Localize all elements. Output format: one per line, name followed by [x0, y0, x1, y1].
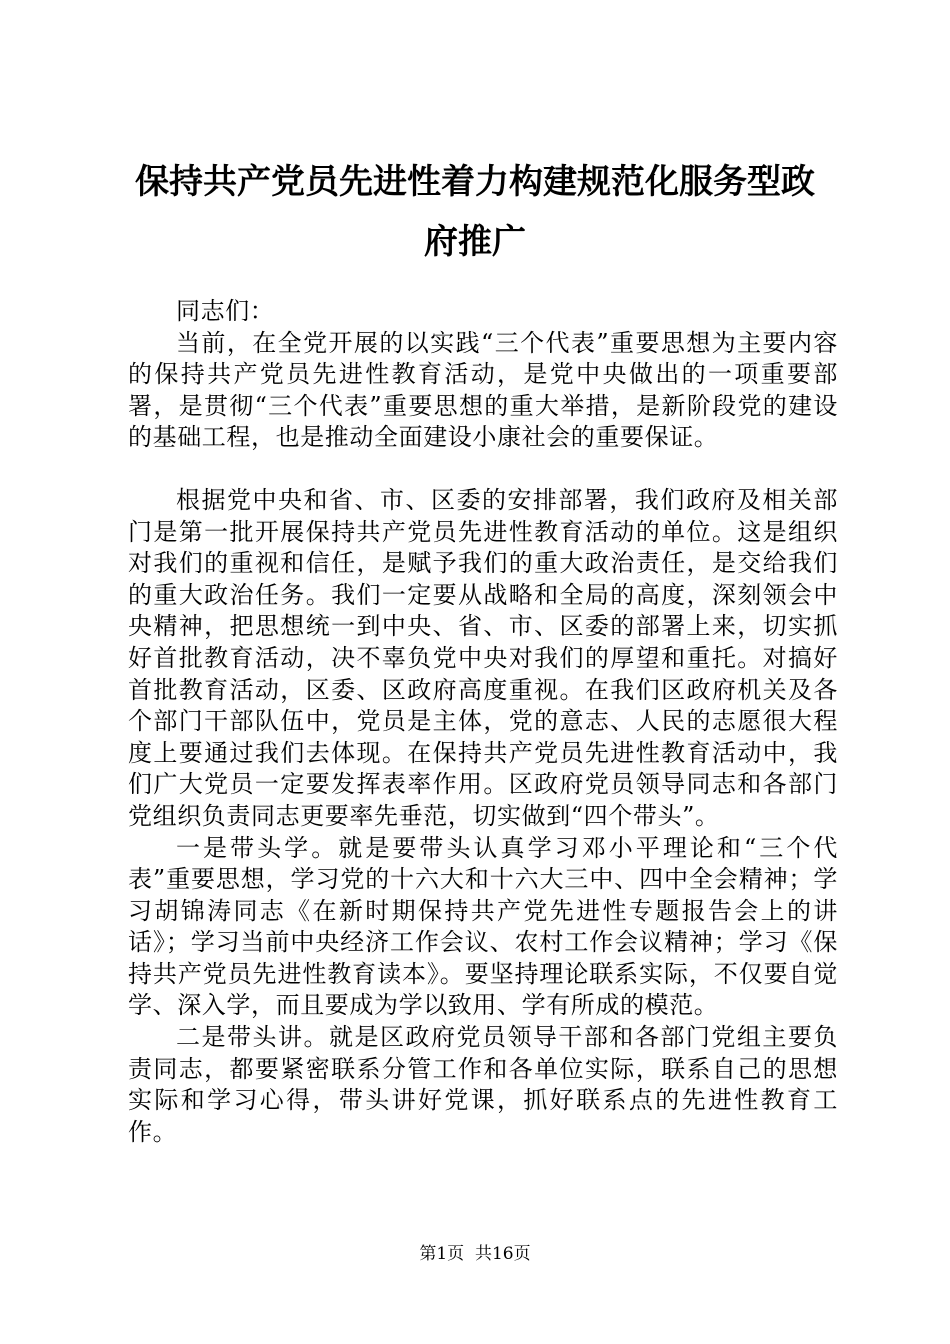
document-body [128, 296, 838, 1148]
salutation: 同志们： [176, 297, 275, 325]
page-number-footer: 第1页 共16页 [419, 1244, 531, 1264]
document-title-line-2: 府推广 [424, 222, 526, 262]
paragraph: 当前，在全党开展的以实践“三个代表”重要思想为主要内容的保持共产党员先进性教育活动，是党中央做出的一项重要部署，是贯彻“三个代表”重要思想的重大举措，是新阶段党的建设的基础工程，也是推动全面建设小康社会的重要保证。 [128, 328, 838, 452]
paragraph: 二是带头讲。就是区政府党员领导干部和各部门党组主要负责同志，都要紧密联系分管工作和各单位实际，联系自己的思想实际和学习心得，带头讲好党课，抓好联系点的先进性教育工作。 [128, 1023, 838, 1146]
paragraph: 一是带头学。就是要带头认真学习邓小平理论和“三个代表”重要思想，学习党的十六大和十六大三中、四中全会精神；学习胡锦涛同志《在新时期保持共产党先进性专题报告会上的讲话》；学习当前中央经济工作会议、农村工作会议精神；学习《保持共产党员先进性教育读本》。要坚持理论联系实际，不仅要自觉学、深入学，而且要成为学以致用、学有所成的模范。 [128, 833, 838, 1020]
paragraph: 根据党中央和省、市、区委的安排部署，我们政府及相关部门是第一批开展保持共产党员先进性教育活动的单位。这是组织对我们的重视和信任，是赋予我们的重大政治责任，是交给我们的重大政治任务。我们一定要从战略和全局的高度，深刻领会中央精神，把思想统一到中央、省、市、区委的部署上来，切实抓好首批教育活动，决不辜负党中央对我们的厚望和重托。对搞好首批教育活动，区委、区政府高度重视。在我们区政府机关及各个部门干部队伍中，党员是主体，党的意志、人民的志愿很大程度上要通过我们去体现。在保持共产党员先进性教育活动中，我们广大党员一定要发挥表率作用。区政府党员领导同志和各部门党组织负责同志更要率先垂范，切实做到“四个带头”。 [128, 485, 838, 830]
document-title-line-1: 保持共产党员先进性着力构建规范化服务型政 [135, 162, 815, 202]
